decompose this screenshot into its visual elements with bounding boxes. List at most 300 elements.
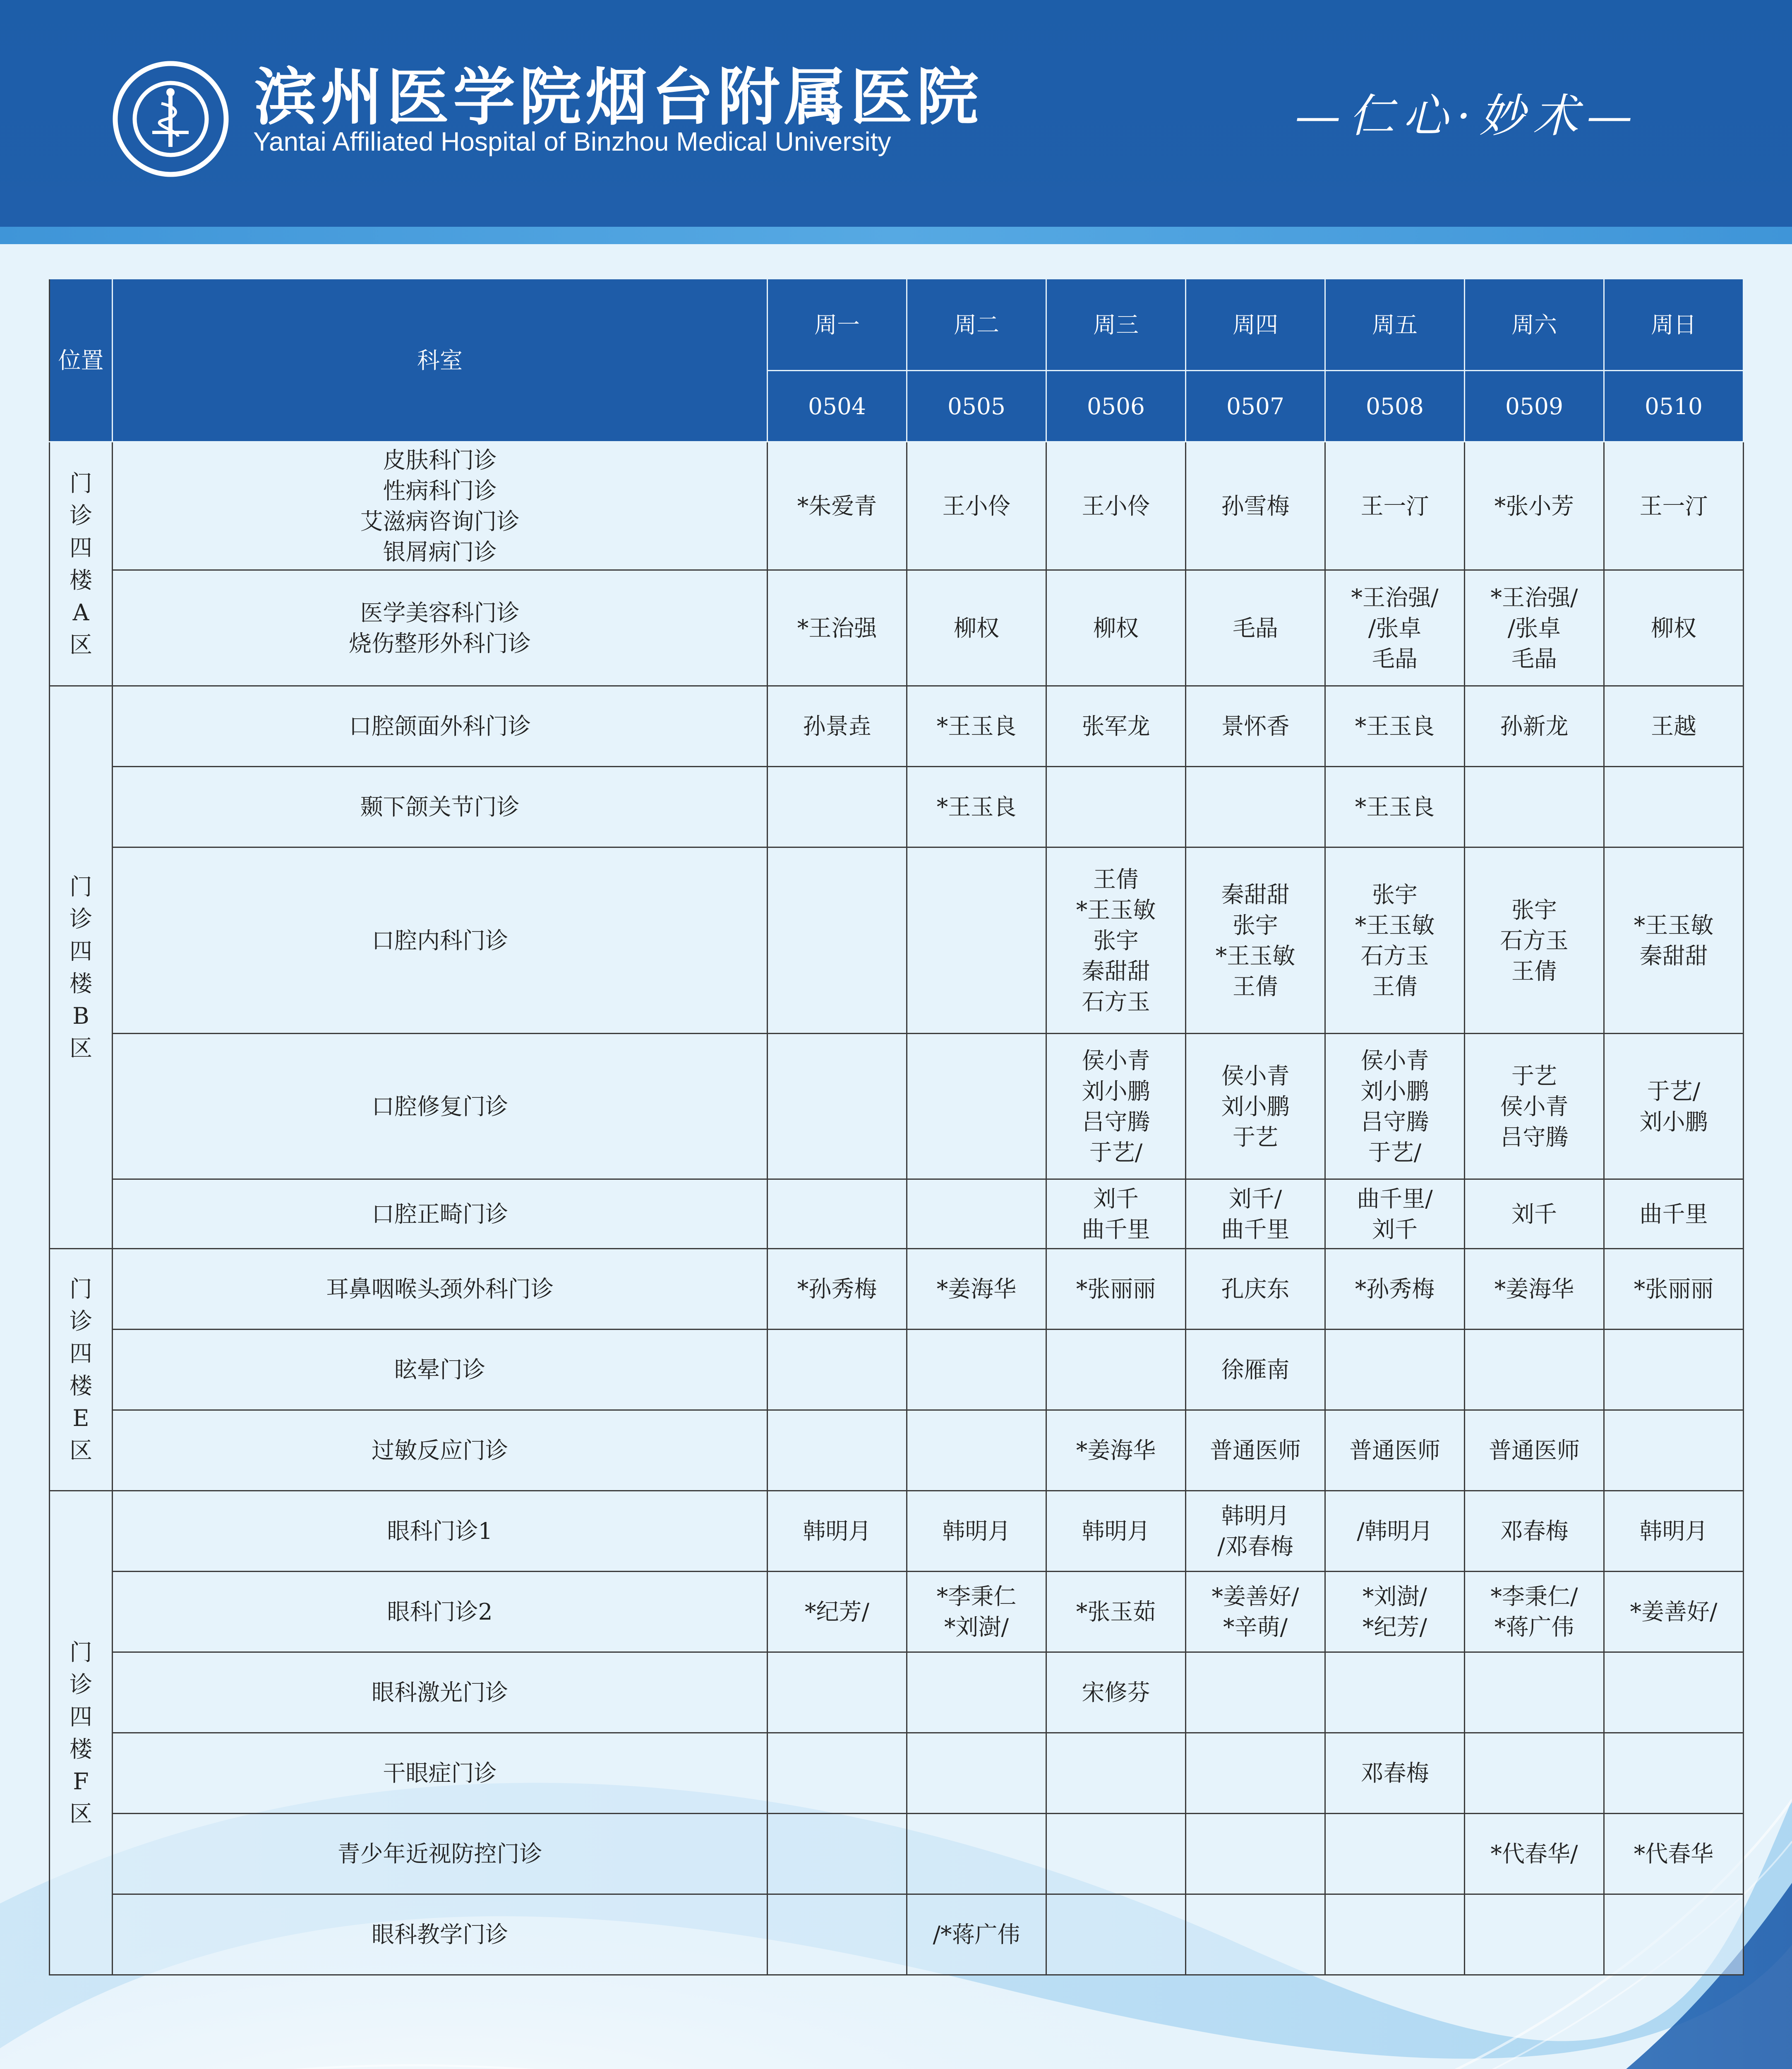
- doctor-cell: [907, 686, 1046, 767]
- doctor-cell: [1604, 1410, 1744, 1491]
- cell-text-line: *张丽丽: [1634, 1276, 1714, 1302]
- cell-text-line: 刘小鹏: [1221, 1093, 1290, 1120]
- date-header: 0506: [1046, 371, 1186, 442]
- cell-text-line: *王玉良: [936, 713, 1017, 739]
- zone-char: F: [73, 1768, 89, 1795]
- doctor-cell: [1465, 1814, 1604, 1894]
- doctor-cell: [1186, 1572, 1325, 1652]
- department-cell: [113, 1249, 768, 1330]
- department-cell: [113, 1572, 768, 1652]
- cell-text-line: 普通医师: [1488, 1437, 1580, 1464]
- cell-text-line: 医学美容科门诊: [360, 599, 520, 626]
- cell-text-line: *王玉良: [1355, 713, 1435, 739]
- cell-text-line: 王一汀: [1360, 492, 1429, 519]
- doctor-cell: [1604, 686, 1744, 767]
- schedule-row: [50, 1894, 1744, 1975]
- department-cell: [113, 1179, 768, 1249]
- cell-text-line: 张宇: [1511, 896, 1557, 923]
- department-cell: [113, 1034, 768, 1179]
- cell-text-line: *王治强/: [1351, 584, 1439, 611]
- doctor-cell: [907, 1410, 1046, 1491]
- zone-char: 区: [69, 1034, 92, 1061]
- doctor-cell: [1325, 686, 1465, 767]
- date-header: 0505: [907, 371, 1046, 442]
- doctor-cell: [768, 1330, 907, 1410]
- doctor-cell: [1186, 847, 1325, 1034]
- cell-text-line: *李秉仁/: [1490, 1583, 1578, 1610]
- cell-text-line: *孙秀梅: [1355, 1276, 1435, 1302]
- doctor-cell: [907, 767, 1046, 847]
- cell-text-line: *朱爱青: [797, 492, 877, 519]
- cell-text-line: *张小芳: [1494, 492, 1574, 519]
- doctor-cell: [1465, 767, 1604, 847]
- cell-text-line: 眩晕门诊: [394, 1356, 485, 1383]
- doctor-cell: [768, 1491, 907, 1572]
- doctor-cell: [1604, 570, 1744, 686]
- doctor-cell: [768, 847, 907, 1034]
- cell-text-line: *王玉良: [1355, 794, 1435, 820]
- location-zone-cell: [50, 442, 113, 686]
- cell-text-line: *张玉茹: [1076, 1599, 1156, 1625]
- date-header: 0504: [768, 371, 907, 442]
- schedule-row: [50, 442, 1744, 570]
- doctor-cell: [1325, 1733, 1465, 1814]
- doctor-cell: [1465, 442, 1604, 570]
- cell-text-line: 过敏反应门诊: [371, 1437, 508, 1464]
- doctor-cell: [1325, 1572, 1465, 1652]
- cell-text-line: *纪芳/: [1362, 1614, 1427, 1640]
- schedule-row: [50, 767, 1744, 847]
- zone-char: 楼: [69, 1735, 92, 1762]
- cell-text-line: 秦甜甜: [1082, 958, 1150, 984]
- cell-text-line: 曲千里: [1221, 1216, 1290, 1243]
- department-cell: [113, 1652, 768, 1733]
- cell-text-line: 景怀香: [1221, 713, 1290, 739]
- cell-text-line: *张丽丽: [1076, 1276, 1156, 1302]
- cell-text-line: 王倩: [1232, 973, 1278, 1000]
- doctor-cell: [907, 1179, 1046, 1249]
- doctor-cell: [1604, 1179, 1744, 1249]
- doctor-cell: [1046, 1034, 1186, 1179]
- department-cell: [113, 570, 768, 686]
- cell-text-line: *姜善好/: [1630, 1599, 1718, 1625]
- doctor-cell: [1325, 1894, 1465, 1975]
- doctor-cell: [1186, 1491, 1325, 1572]
- cell-text-line: *王玉敏: [1076, 896, 1156, 923]
- zone-char: 楼: [69, 970, 92, 997]
- doctor-cell: [1604, 1814, 1744, 1894]
- doctor-cell: [1186, 1034, 1325, 1179]
- doctor-cell: [1046, 1410, 1186, 1491]
- doctor-cell: [1325, 1249, 1465, 1330]
- cell-text-line: 眼科教学门诊: [371, 1921, 508, 1948]
- doctor-cell: [907, 1491, 1046, 1572]
- zone-char: 门: [69, 1639, 92, 1666]
- doctor-cell: [907, 570, 1046, 686]
- zone-char: 楼: [69, 566, 92, 593]
- department-cell: [113, 1733, 768, 1814]
- hospital-logo: [112, 60, 230, 178]
- doctor-cell: [1186, 442, 1325, 570]
- cell-text-line: 曲千里: [1082, 1216, 1150, 1243]
- doctor-cell: [768, 1652, 907, 1733]
- department-cell: [113, 442, 768, 570]
- doctor-cell: [1186, 1894, 1325, 1975]
- cell-text-line: 烧伤整形外科门诊: [348, 630, 531, 657]
- cell-text-line: 颞下颌关节门诊: [360, 794, 520, 820]
- cell-text-line: 孙雪梅: [1221, 492, 1290, 519]
- cell-text-line: *刘澍/: [1362, 1583, 1427, 1610]
- department-column-header: 科室: [113, 279, 768, 442]
- doctor-cell: [768, 767, 907, 847]
- cell-text-line: 毛晶: [1232, 614, 1278, 641]
- doctor-cell: [1046, 1572, 1186, 1652]
- schedule-row: [50, 1410, 1744, 1491]
- schedule-row: [50, 1249, 1744, 1330]
- doctor-cell: [1186, 767, 1325, 847]
- cell-text-line: 张军龙: [1082, 713, 1150, 739]
- cell-text-line: /韩明月: [1357, 1518, 1433, 1544]
- cell-text-line: 王倩: [1372, 973, 1418, 1000]
- doctor-cell: [1186, 1410, 1325, 1491]
- cell-text-line: 吕守腾: [1082, 1108, 1150, 1135]
- date-header: 0508: [1325, 371, 1465, 442]
- cell-text-line: *孙秀梅: [797, 1276, 877, 1302]
- schedule-row: [50, 1733, 1744, 1814]
- doctor-cell: [1325, 1491, 1465, 1572]
- cell-text-line: 邓春梅: [1360, 1760, 1429, 1786]
- doctor-cell: [1046, 1733, 1186, 1814]
- cell-text-line: 张宇: [1372, 881, 1418, 908]
- doctor-cell: [1465, 1894, 1604, 1975]
- location-zone-cell: [50, 1491, 113, 1975]
- zone-char: 楼: [69, 1373, 92, 1399]
- doctor-cell: [1604, 767, 1744, 847]
- doctor-cell: [1046, 442, 1186, 570]
- cell-text-line: 王越: [1650, 713, 1696, 739]
- doctor-cell: [1465, 847, 1604, 1034]
- doctor-cell: [1325, 442, 1465, 570]
- cell-text-line: 口腔正畸门诊: [371, 1200, 508, 1227]
- doctor-cell: [1465, 1179, 1604, 1249]
- cell-text-line: 眼科门诊1: [387, 1518, 493, 1544]
- doctor-cell: [907, 1814, 1046, 1894]
- zone-char: 诊: [69, 1308, 92, 1335]
- department-cell: [113, 847, 768, 1034]
- cell-text-line: 眼科激光门诊: [371, 1679, 508, 1706]
- cell-text-line: 石方玉: [1500, 927, 1569, 954]
- doctor-cell: [768, 570, 907, 686]
- department-cell: [113, 1894, 768, 1975]
- doctor-cell: [907, 1034, 1046, 1179]
- cell-text-line: *辛萌/: [1223, 1614, 1288, 1640]
- doctor-cell: [1465, 570, 1604, 686]
- doctor-cell: [1186, 1814, 1325, 1894]
- cell-text-line: *姜海华: [936, 1276, 1017, 1302]
- doctor-cell: [1465, 1491, 1604, 1572]
- doctor-cell: [1325, 570, 1465, 686]
- schedule-row: [50, 570, 1744, 686]
- doctor-cell: [907, 442, 1046, 570]
- department-cell: [113, 1814, 768, 1894]
- cell-text-line: 口腔颌面外科门诊: [348, 713, 531, 739]
- schedule-row: [50, 1330, 1744, 1410]
- cell-text-line: 于艺/: [1368, 1139, 1422, 1166]
- cell-text-line: 曲千里/: [1357, 1185, 1433, 1212]
- cell-text-line: 刘千/: [1228, 1185, 1282, 1212]
- doctor-cell: [1465, 686, 1604, 767]
- department-cell: [113, 686, 768, 767]
- zone-char: 区: [69, 1437, 92, 1464]
- doctor-cell: [1465, 1572, 1604, 1652]
- cell-text-line: 耳鼻咽喉头颈外科门诊: [326, 1276, 554, 1302]
- schedule-row: [50, 847, 1744, 1034]
- cell-text-line: /邓春梅: [1217, 1533, 1293, 1560]
- day-header: 周二: [907, 279, 1046, 371]
- doctor-cell: [907, 1733, 1046, 1814]
- date-header: 0507: [1186, 371, 1325, 442]
- location-zone-cell: [50, 1249, 113, 1491]
- date-header: 0510: [1604, 371, 1744, 442]
- schedule-row: [50, 686, 1744, 767]
- cell-text-line: 韩明月: [1639, 1518, 1708, 1544]
- doctor-cell: [1465, 1733, 1604, 1814]
- cell-text-line: *王玉敏: [1634, 912, 1714, 938]
- doctor-cell: [1046, 686, 1186, 767]
- zone-char: 诊: [69, 1671, 92, 1698]
- doctor-cell: [1465, 1249, 1604, 1330]
- doctor-cell: [768, 442, 907, 570]
- schedule-row: [50, 1652, 1744, 1733]
- cell-text-line: 银屑病门诊: [383, 538, 497, 565]
- cell-text-line: 侯小青: [1221, 1062, 1290, 1089]
- doctor-cell: [768, 1249, 907, 1330]
- cell-text-line: 口腔修复门诊: [371, 1093, 508, 1120]
- day-header: 周四: [1186, 279, 1325, 371]
- doctor-cell: [1604, 1572, 1744, 1652]
- cell-text-line: 艾滋病咨询门诊: [360, 508, 520, 535]
- doctor-cell: [1046, 1330, 1186, 1410]
- clinic-schedule-table: [49, 278, 1744, 1975]
- schedule-row: [50, 1572, 1744, 1652]
- zone-char: 四: [69, 534, 92, 561]
- doctor-cell: [1046, 1652, 1186, 1733]
- schedule-row: [50, 1034, 1744, 1179]
- day-header: 周六: [1465, 279, 1604, 371]
- zone-char: 门: [69, 470, 92, 497]
- cell-text-line: 刘小鹏: [1360, 1078, 1429, 1104]
- cell-text-line: 张宇: [1093, 927, 1139, 954]
- doctor-cell: [1325, 1814, 1465, 1894]
- cell-text-line: 于艺: [1232, 1123, 1278, 1150]
- cell-text-line: 王小伶: [942, 492, 1011, 519]
- doctor-cell: [1046, 767, 1186, 847]
- cell-text-line: *姜海华: [1076, 1437, 1156, 1464]
- cell-text-line: 刘千: [1372, 1216, 1418, 1243]
- doctor-cell: [1465, 1410, 1604, 1491]
- cell-text-line: 普通医师: [1209, 1437, 1301, 1464]
- cell-text-line: 皮肤科门诊: [383, 446, 497, 473]
- department-cell: [113, 1410, 768, 1491]
- doctor-cell: [1604, 1249, 1744, 1330]
- cell-text-line: 宋修芬: [1082, 1679, 1150, 1706]
- cell-text-line: 徐雁南: [1221, 1356, 1290, 1383]
- doctor-cell: [1325, 1652, 1465, 1733]
- cell-text-line: /*蒋广伟: [933, 1921, 1020, 1948]
- cell-text-line: *蒋广伟: [1494, 1614, 1574, 1640]
- cell-text-line: 孙新龙: [1500, 713, 1569, 739]
- department-cell: [113, 1330, 768, 1410]
- cell-text-line: /张卓: [1507, 614, 1561, 641]
- day-header: 周三: [1046, 279, 1186, 371]
- doctor-cell: [1046, 1894, 1186, 1975]
- day-header: 周日: [1604, 279, 1744, 371]
- doctor-cell: [768, 1733, 907, 1814]
- cell-text-line: 普通医师: [1349, 1437, 1440, 1464]
- doctor-cell: [1604, 1034, 1744, 1179]
- doctor-cell: [1186, 686, 1325, 767]
- zone-char: 门: [69, 873, 92, 900]
- date-header: 0509: [1465, 371, 1604, 442]
- cell-text-line: 韩明月: [803, 1518, 871, 1544]
- cell-text-line: 张宇: [1232, 912, 1278, 938]
- hospital-motto: —仁心·妙术—: [1295, 89, 1641, 142]
- day-header: 周一: [768, 279, 907, 371]
- doctor-cell: [768, 1034, 907, 1179]
- hospital-name-english: Yantai Affiliated Hospital of Binzhou Medical University: [253, 127, 891, 156]
- doctor-cell: [768, 1814, 907, 1894]
- schedule-row: [50, 1179, 1744, 1249]
- doctor-cell: [1465, 1652, 1604, 1733]
- doctor-cell: [1465, 1034, 1604, 1179]
- doctor-cell: [1186, 1179, 1325, 1249]
- cell-text-line: *王玉良: [936, 794, 1017, 820]
- cell-text-line: 刘千: [1511, 1200, 1557, 1227]
- doctor-cell: [1325, 847, 1465, 1034]
- doctor-cell: [1046, 1491, 1186, 1572]
- department-cell: [113, 1491, 768, 1572]
- header-accent-strip: [0, 227, 1792, 244]
- doctor-cell: [1604, 847, 1744, 1034]
- cell-text-line: 性病科门诊: [383, 477, 497, 504]
- cell-text-line: 刘千: [1093, 1185, 1139, 1212]
- cell-text-line: 眼科门诊2: [387, 1599, 493, 1625]
- doctor-cell: [907, 1652, 1046, 1733]
- cell-text-line: *代春华/: [1490, 1841, 1578, 1867]
- doctor-cell: [1325, 767, 1465, 847]
- cell-text-line: 曲千里: [1639, 1200, 1708, 1227]
- cell-text-line: 于艺/: [1647, 1078, 1701, 1104]
- doctor-cell: [1325, 1034, 1465, 1179]
- doctor-cell: [907, 1894, 1046, 1975]
- zone-char: B: [72, 1002, 89, 1029]
- zone-char: 四: [69, 1703, 92, 1730]
- doctor-cell: [907, 1330, 1046, 1410]
- doctor-cell: [768, 1410, 907, 1491]
- doctor-cell: [907, 847, 1046, 1034]
- cell-text-line: *代春华: [1634, 1841, 1714, 1867]
- cell-text-line: 孔庆东: [1221, 1276, 1290, 1302]
- doctor-cell: [768, 686, 907, 767]
- cell-text-line: 韩明月: [942, 1518, 1011, 1544]
- zone-char: A: [72, 599, 89, 626]
- doctor-cell: [1186, 1733, 1325, 1814]
- doctor-cell: [1604, 1652, 1744, 1733]
- cell-text-line: 王倩: [1511, 958, 1557, 984]
- doctor-cell: [1604, 1894, 1744, 1975]
- cell-text-line: 毛晶: [1372, 645, 1418, 672]
- doctor-cell: [1465, 1330, 1604, 1410]
- zone-char: 区: [69, 631, 92, 658]
- doctor-cell: [1604, 1491, 1744, 1572]
- cell-text-line: 毛晶: [1511, 645, 1557, 672]
- doctor-cell: [1046, 1179, 1186, 1249]
- cell-text-line: 口腔内科门诊: [371, 927, 508, 954]
- zone-char: 四: [69, 938, 92, 965]
- doctor-cell: [1604, 1733, 1744, 1814]
- cell-text-line: 韩明月: [1221, 1503, 1290, 1529]
- cell-text-line: *李秉仁: [936, 1583, 1017, 1610]
- doctor-cell: [1046, 847, 1186, 1034]
- cell-text-line: 孙景垚: [803, 713, 871, 739]
- doctor-cell: [768, 1179, 907, 1249]
- doctor-cell: [768, 1572, 907, 1652]
- cell-text-line: 王小伶: [1082, 492, 1150, 519]
- cell-text-line: 刘小鹏: [1639, 1108, 1708, 1135]
- cell-text-line: 石方玉: [1360, 942, 1429, 969]
- zone-char: E: [72, 1405, 89, 1431]
- doctor-cell: [768, 1894, 907, 1975]
- doctor-cell: [1046, 1814, 1186, 1894]
- cell-text-line: 王一汀: [1639, 492, 1708, 519]
- zone-char: 诊: [69, 905, 92, 932]
- doctor-cell: [1325, 1410, 1465, 1491]
- doctor-cell: [907, 1572, 1046, 1652]
- zone-char: 区: [69, 1800, 92, 1827]
- cell-text-line: 吕守腾: [1500, 1123, 1569, 1150]
- cell-text-line: *纪芳/: [804, 1599, 870, 1625]
- doctor-cell: [1186, 1330, 1325, 1410]
- cell-text-line: 刘小鹏: [1082, 1078, 1150, 1104]
- schedule-row: [50, 1814, 1744, 1894]
- zone-char: 四: [69, 1340, 92, 1367]
- cell-text-line: 干眼症门诊: [383, 1760, 497, 1786]
- location-zone-cell: [50, 686, 113, 1249]
- cell-text-line: 侯小青: [1500, 1093, 1569, 1120]
- cell-text-line: 侯小青: [1082, 1047, 1150, 1074]
- cell-text-line: 柳权: [1093, 614, 1139, 641]
- cell-text-line: *姜海华: [1494, 1276, 1574, 1302]
- doctor-cell: [1046, 570, 1186, 686]
- cell-text-line: *王玉敏: [1215, 942, 1295, 969]
- location-column-header: 位置: [50, 279, 113, 442]
- cell-text-line: 韩明月: [1082, 1518, 1150, 1544]
- cell-text-line: 柳权: [1650, 614, 1696, 641]
- department-cell: [113, 767, 768, 847]
- zone-char: 诊: [69, 502, 92, 529]
- doctor-cell: [1604, 442, 1744, 570]
- cell-text-line: 王倩: [1093, 866, 1139, 893]
- doctor-cell: [1325, 1179, 1465, 1249]
- cell-text-line: 于艺: [1511, 1062, 1557, 1089]
- cell-text-line: *刘澍/: [944, 1614, 1009, 1640]
- doctor-cell: [907, 1249, 1046, 1330]
- cell-text-line: *姜善好/: [1211, 1583, 1299, 1610]
- cell-text-line: 柳权: [953, 614, 999, 641]
- doctor-cell: [1186, 1652, 1325, 1733]
- doctor-cell: [1186, 1249, 1325, 1330]
- cell-text-line: /张卓: [1368, 614, 1422, 641]
